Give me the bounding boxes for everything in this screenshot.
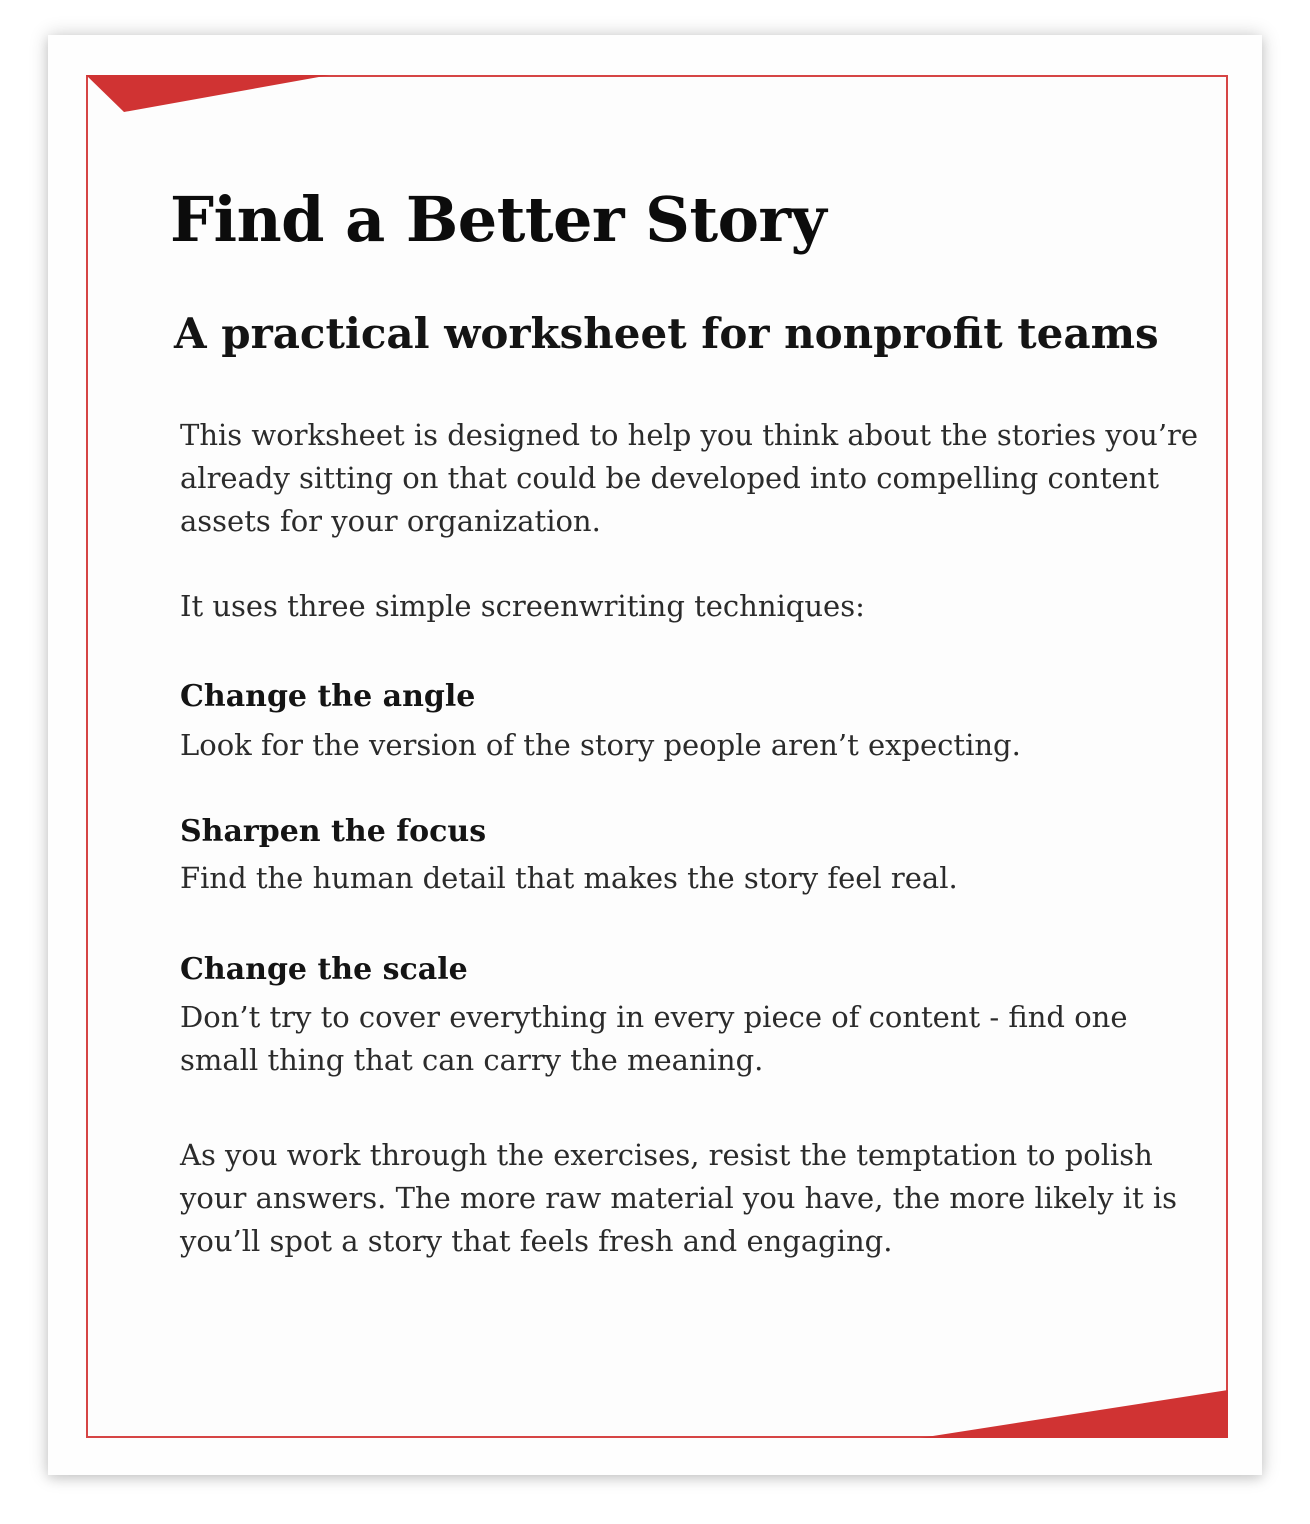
techniques-intro-line: It uses three simple screenwriting techniques: (180, 589, 865, 623)
technique-heading-sharpen-focus: Sharpen the focus (180, 814, 487, 849)
closing-paragraph: As you work through the exercises, resist the temptation to polish your answers. The more raw material you have, the more likely it is you’ll spot a story that feels fresh and engaging. (180, 1138, 1178, 1258)
technique-heading-change-scale: Change the scale (180, 952, 468, 987)
technique-description-sharpen-focus: Find the human detail that makes the story feel real. (180, 861, 958, 895)
technique-description-change-angle: Look for the version of the story people aren’t expecting. (180, 728, 1021, 762)
page-title: Find a Better Story (170, 183, 827, 256)
intro-paragraph: This worksheet is designed to help you think about the stories you’re already sitting on that could be developed into compelling content assets for your organization. (180, 418, 1199, 538)
technique-heading-change-angle: Change the angle (180, 679, 476, 714)
technique-description-change-scale: Don’t try to cover everything in every piece of content - find one small thing that can carry the meaning. (180, 1000, 1128, 1077)
page-subtitle: A practical worksheet for nonprofit teams (174, 309, 1159, 358)
